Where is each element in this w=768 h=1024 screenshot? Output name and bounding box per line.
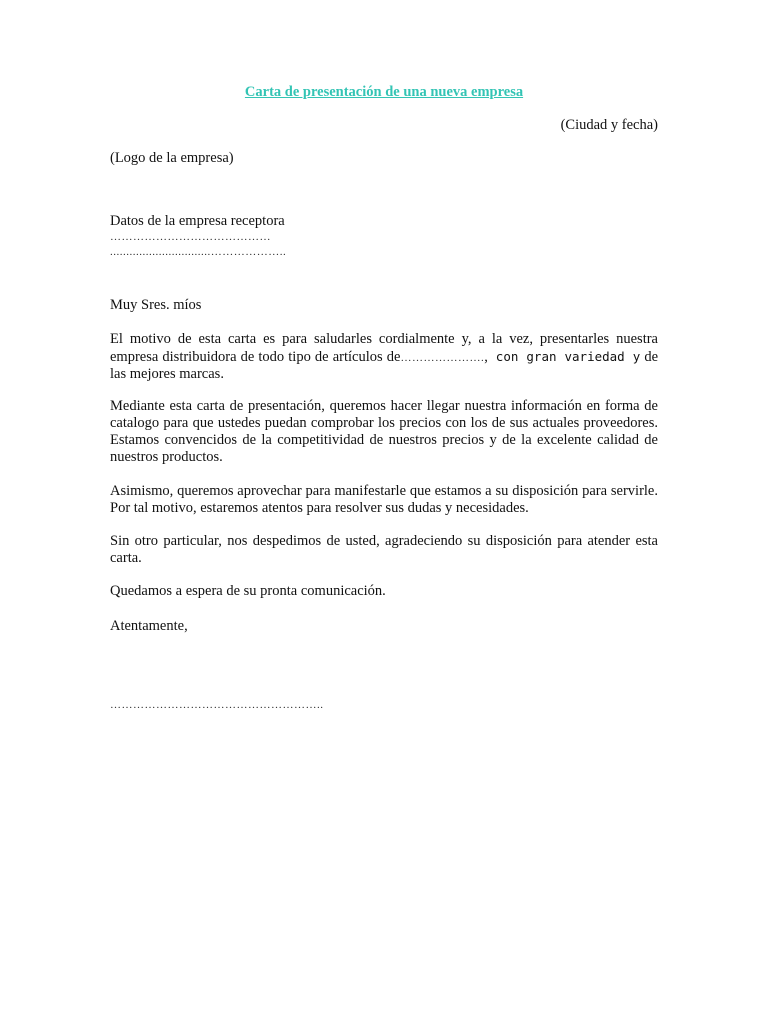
signature-line: ………………………………………………..: [110, 699, 324, 711]
date-placeholder: (Ciudad y fecha): [560, 117, 658, 133]
paragraph-4-text: Sin otro particular, nos despedimos de usted, agradeciendo su disposición para atender esta carta.: [110, 533, 658, 566]
paragraph-1-variety: con gran variedad y: [487, 349, 641, 364]
paragraph-1-blank: ………………….: [400, 352, 485, 364]
paragraph-1-comma: ,: [484, 349, 488, 365]
paragraph-3: [110, 483, 658, 517]
closing-text: Atentamente,: [110, 618, 188, 634]
letter-title: Carta de presentación de una nueva empresa: [244, 84, 524, 100]
logo-placeholder: (Logo de la empresa): [110, 150, 234, 166]
paragraph-4: [110, 533, 658, 567]
paragraph-1: [110, 331, 658, 383]
receptor-line-2: ...............................………………..: [110, 246, 287, 258]
greeting: [110, 297, 658, 314]
receptor-block: [110, 213, 286, 260]
paragraph-1-end: de las mejores marcas.: [110, 349, 659, 382]
receptor-label: Datos de la empresa receptora: [110, 213, 285, 229]
paragraph-2: [110, 398, 658, 466]
paragraph-5: [110, 583, 658, 600]
paragraph-5-text: Quedamos a espera de su pronta comunicación.: [110, 583, 386, 599]
closing: [110, 618, 658, 635]
paragraph-1-text: [110, 331, 658, 383]
paragraph-3-text: Asimismo, queremos aprovechar para manifestarle que estamos a su disposición para servirle. Por tal motivo, estaremos atentos para resolver sus dudas y necesidades.: [110, 483, 658, 516]
greeting-text: Muy Sres. míos: [110, 297, 202, 313]
receptor-line-1: ……………………………………: [110, 231, 271, 243]
paragraph-1-start: El motivo de esta carta es para saludarles cordialmente y, a la vez, presentarles nuestra empresa distribuidora de todo tipo de artículos de: [110, 331, 658, 365]
paragraph-2-text: Mediante esta carta de presentación, queremos hacer llegar nuestra información en forma de catalogo para que ustedes puedan comprobar los precios con los de sus actuales proveedores. Estamos convencidos de la competitividad de nuestros precios y de la excelente calidad de nuestros productos.: [110, 398, 658, 465]
